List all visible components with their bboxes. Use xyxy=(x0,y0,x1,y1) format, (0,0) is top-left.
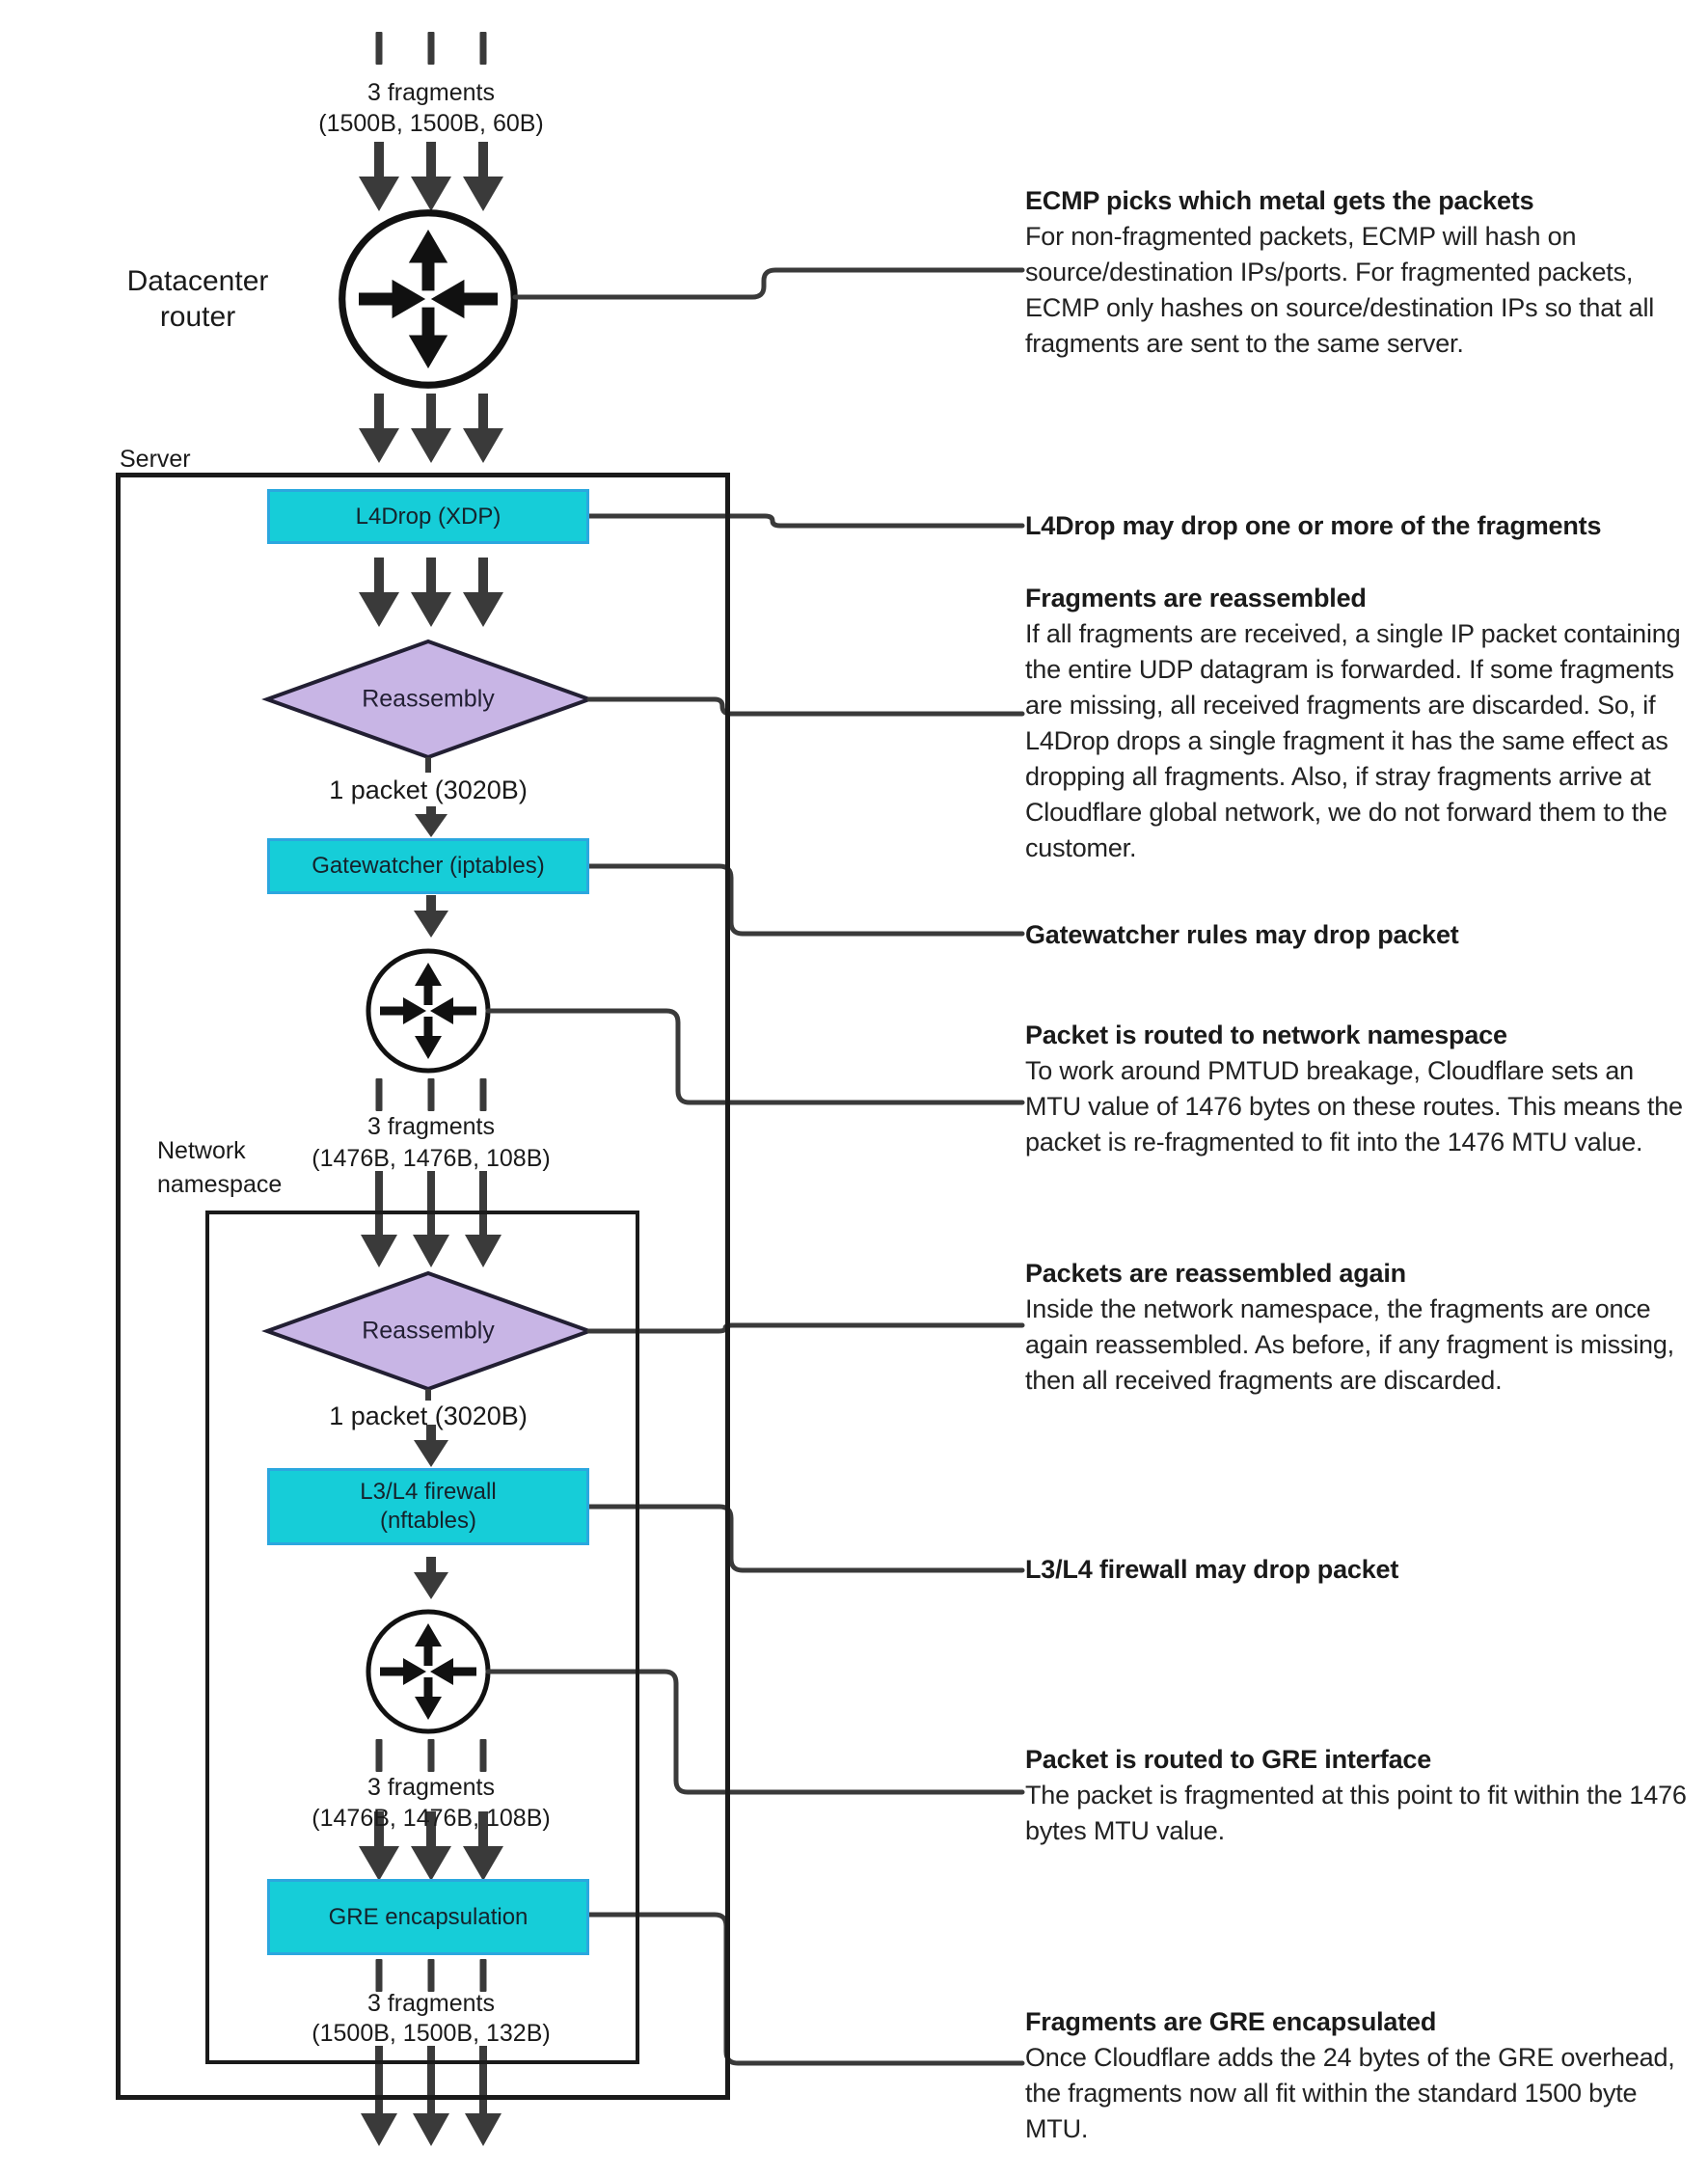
source-fragments-count: 3 fragments xyxy=(366,79,496,106)
annotation-gre-route xyxy=(1025,1742,1691,1849)
annotation-heading: Packet is routed to network namespace xyxy=(1025,1020,1507,1049)
annotation-body: The packet is fragmented at this point to fit within the 1476 bytes MTU value. xyxy=(1025,1781,1687,1845)
output-fragments-count: 3 fragments xyxy=(366,1990,496,2017)
annotation-reassembled xyxy=(1025,581,1691,866)
annotation-heading: Gatewatcher rules may drop packet xyxy=(1025,920,1459,949)
annotation-gre-encapsulated xyxy=(1025,2004,1691,2147)
refragment-sizes-2: (1476B, 1476B, 108B) xyxy=(312,1805,551,1832)
reassembly2-label: Reassembly xyxy=(362,1317,495,1345)
network-namespace-label: Network namespace xyxy=(157,1137,283,1198)
l4drop-label: L4Drop (XDP) xyxy=(355,503,502,530)
annotation-heading: Packet is routed to GRE interface xyxy=(1025,1745,1432,1774)
packet-size-label-1: 1 packet (3020B) xyxy=(329,776,528,804)
annotation-heading: ECMP picks which metal gets the packets xyxy=(1025,186,1534,215)
annotation-heading: L3/L4 firewall may drop packet xyxy=(1025,1555,1399,1584)
server-label: Server xyxy=(120,446,191,473)
annotation-ecmp xyxy=(1025,183,1691,362)
datacenter-router-icon xyxy=(342,213,515,386)
gre-encapsulation-label: GRE encapsulation xyxy=(328,1903,529,1930)
annotation-reassembled-again xyxy=(1025,1256,1691,1399)
incoming-fragment-dashes-icon xyxy=(376,32,487,65)
annotation-body: For non-fragmented packets, ECMP will hash on source/destination IPs/ports. For fragmented packets, ECMP only hashes on source/destination IPs so that all fragments are sent to the same server. xyxy=(1025,222,1655,358)
annotation-heading: Packets are reassembled again xyxy=(1025,1259,1406,1288)
annotation-gatewatcher xyxy=(1025,917,1691,953)
reassembly-label: Reassembly xyxy=(362,685,495,713)
annotation-l4drop xyxy=(1025,508,1691,544)
l3l4-firewall-label-line2: (nftables) xyxy=(379,1508,477,1534)
packet-size-label-2: 1 packet (3020B) xyxy=(329,1401,528,1430)
gre-encapsulation-node xyxy=(267,1879,589,1955)
l4drop-node xyxy=(267,489,589,544)
output-fragments-sizes: (1500B, 1500B, 132B) xyxy=(312,2020,551,2047)
annotation-heading: Fragments are reassembled xyxy=(1025,584,1367,612)
fragments-to-router-arrows-icon xyxy=(359,142,503,211)
datacenter-router-label: Datacenter router xyxy=(126,265,269,333)
annotation-body: Inside the network namespace, the fragments are once again reassembled. As before, if any fragment is missing, then all received fragments are discarded. xyxy=(1025,1294,1674,1395)
annotation-body: If all fragments are received, a single IP packet containing the entire UDP datagram is forwarded. If some fragments are missing, all received fragments are discarded. So, if L4Drop drops a single fragment it has the same effect as dropping all fragments. Also, if stray fragments arrive at Cloudflare global network, we do not forward them to the customer. xyxy=(1025,619,1681,862)
source-fragments-sizes: (1500B, 1500B, 60B) xyxy=(318,110,544,137)
annotation-heading: Fragments are GRE encapsulated xyxy=(1025,2007,1437,2036)
annotation-namespace-route xyxy=(1025,1018,1691,1160)
l3l4-firewall-node xyxy=(267,1468,589,1545)
annotation-body: To work around PMTUD breakage, Cloudflare sets an MTU value of 1476 bytes on these routes. This means the packet is re-fragmented to fit into the 1476 MTU value. xyxy=(1025,1056,1683,1157)
refragment-sizes-1: (1476B, 1476B, 108B) xyxy=(312,1145,551,1172)
annotation-heading: L4Drop may drop one or more of the fragments xyxy=(1025,511,1602,540)
gatewatcher-label: Gatewatcher (iptables) xyxy=(312,853,545,879)
annotation-body: Once Cloudflare adds the 24 bytes of the GRE overhead, the fragments now all fit within the standard 1500 byte MTU. xyxy=(1025,2043,1675,2143)
l3l4-firewall-label-line1: L3/L4 firewall xyxy=(360,1479,497,1505)
refragment-count-2: 3 fragments xyxy=(366,1774,496,1801)
gatewatcher-node xyxy=(267,838,589,894)
refragment-count-1: 3 fragments xyxy=(366,1113,496,1140)
annotation-firewall xyxy=(1025,1552,1691,1588)
connector-ecmp xyxy=(515,270,1022,297)
router-to-server-arrows-icon xyxy=(359,394,503,463)
